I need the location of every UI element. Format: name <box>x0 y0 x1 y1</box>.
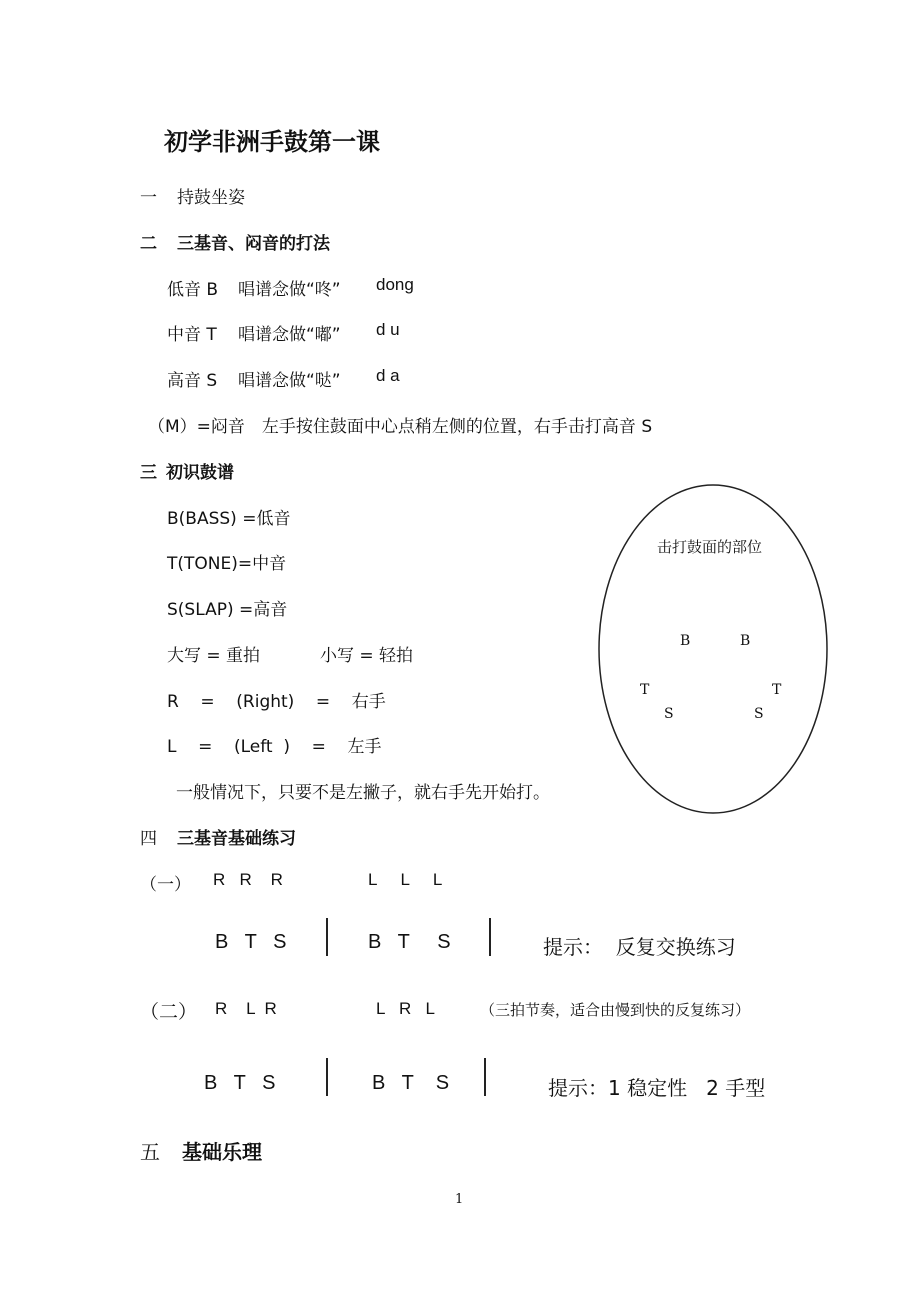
exercise-2-tip: 提示：1 稳定性 2 手型 <box>548 1076 766 1100</box>
mute-description: （M）=闷音 左手按住鼓面中心点稍左侧的位置，右手击打高音 S <box>148 417 653 437</box>
bass-zone-right: B <box>740 633 751 649</box>
slap-name: 高音 S <box>167 371 218 391</box>
exercise-1-measure-2: B T S <box>368 931 451 953</box>
exercise-2-hands-left: L R L <box>376 999 435 1018</box>
exercise-2-measure-1: B T S <box>204 1072 276 1094</box>
section-2-heading: 三基音、闷音的打法 <box>177 234 330 254</box>
tone-sing: 唱谱念做“嘟” <box>238 325 341 345</box>
page-title: 初学非洲手鼓第一课 <box>164 128 380 156</box>
drum-diagram-caption: 击打鼓面的部位 <box>657 538 763 556</box>
exercise-2-hands-right: R L R <box>215 999 277 1018</box>
barline <box>484 1058 486 1096</box>
exercise-1-label: （一） <box>140 875 191 895</box>
section-4-heading: 三基音基础练习 <box>177 829 296 849</box>
slap-zone-right: S <box>754 706 764 722</box>
slap-definition: S(SLAP) =高音 <box>167 600 288 620</box>
slap-zone-left: S <box>664 706 674 722</box>
exercise-2-label: （二） <box>140 1001 198 1023</box>
section-3-heading: 初识鼓谱 <box>166 463 234 483</box>
exercise-2-measure-2: B T S <box>372 1072 450 1094</box>
exercise-1-measure-1: B T S <box>215 931 287 953</box>
bass-definition: B(BASS) =低音 <box>167 509 291 529</box>
slap-pinyin: d a <box>376 366 400 385</box>
barline <box>489 918 491 956</box>
section-4-number: 四 <box>140 829 157 849</box>
page-number: 1 <box>455 1192 464 1207</box>
right-hand-rule: R = (Right) = 右手 <box>167 692 386 712</box>
caps-rule: 大写 = 重拍 <box>167 646 261 666</box>
barline <box>326 918 328 956</box>
section-3-number: 三 <box>140 463 157 483</box>
section-1-number: 一 <box>140 188 157 208</box>
lowercase-rule: 小写 = 轻拍 <box>320 646 414 666</box>
handedness-note: 一般情况下，只要不是左撇子，就右手先开始打。 <box>176 783 550 803</box>
section-5-number: 五 <box>140 1140 160 1164</box>
bass-zone-left: B <box>680 633 691 649</box>
tone-definition: T(TONE)=中音 <box>167 554 287 574</box>
section-1-heading: 持鼓坐姿 <box>177 188 245 208</box>
exercise-1-hands-left: L L L <box>368 870 443 889</box>
bass-pinyin: dong <box>376 275 414 294</box>
exercise-1-hands-right: R R R <box>213 870 283 889</box>
bass-sing: 唱谱念做“咚” <box>238 280 341 300</box>
tone-zone-right: T <box>772 682 782 698</box>
slap-sing: 唱谱念做“哒” <box>238 371 341 391</box>
drum-head-outline <box>599 485 827 813</box>
left-hand-rule: L = (Left ) = 左手 <box>167 737 382 757</box>
section-2-number: 二 <box>140 234 157 254</box>
exercise-1-tip: 提示： 反复交换练习 <box>543 935 736 959</box>
exercise-2-rhythm-note: （三拍节奏，适合由慢到快的反复练习） <box>480 1001 751 1019</box>
barline <box>326 1058 328 1096</box>
bass-name: 低音 B <box>167 280 219 300</box>
tone-name: 中音 T <box>167 325 217 345</box>
section-5-heading: 基础乐理 <box>182 1140 262 1164</box>
tone-zone-left: T <box>640 682 650 698</box>
tone-pinyin: d u <box>376 320 400 339</box>
